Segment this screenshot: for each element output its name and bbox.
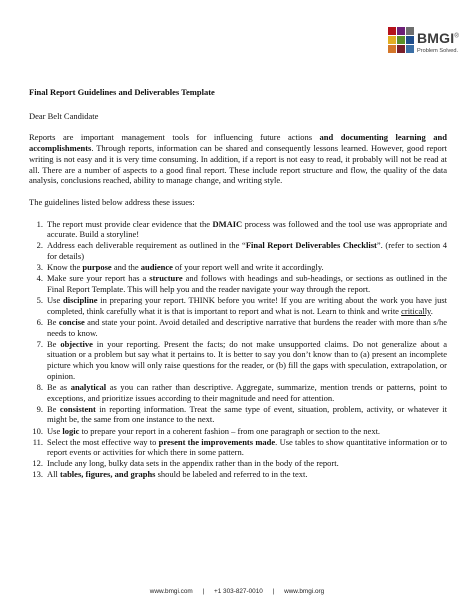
- list-item: 5. Use discipline in preparing your report. THINK before you write! If you are writing about the work you have just completed, think carefully what it is that is important to report and what is not. Learn to think and write critically.: [36, 295, 447, 316]
- list-item: 2. Address each deliverable requirement as outlined in the “Final Report Deliverables Checklist”. (refer to section 4 for details): [36, 240, 448, 262]
- list-item: 1. The report must provide clear evidence that the DMAIC process was followed and the tool use was appropriate and accurate. Build a storyline!: [36, 218, 447, 240]
- intro-paragraph: Reports are important management tools for influencing future actions and documenting learning and accomplishments. Through reports, information can be shared and consequently lessons learned. However, good report writing is not easy and it is very time consuming. In addition, if a report is not easy to read, it probably will not be read at all. There are a number of aspects to a good final report. These include report structure and flow, the quality of the data analysis, conclusions reached, ability to manage change, and writing style.: [29, 132, 447, 186]
- logo-wordmark: BMGI®: [417, 30, 459, 46]
- footer-org-link[interactable]: www.bmgi.org: [284, 588, 325, 595]
- document-title: Final Report Guidelines and Deliverables Template: [29, 87, 215, 97]
- list-item: 8. Be as analytical as you can rather than descriptive. Aggregate, summarize, mention trends or patterns, point to exceptions, and prioritize issues according to their magnitude and need for attention.: [36, 381, 447, 403]
- guidelines-intro: The guidelines listed below address these issues:: [29, 196, 195, 207]
- page-footer: [0, 588, 474, 595]
- footer-separator: |: [272, 588, 275, 595]
- logo-squares-icon: [388, 27, 414, 53]
- list-item: 10. Use logic to prepare your report in a coherent fashion – from one paragraph or section to the next.: [32, 425, 381, 436]
- footer-website-link[interactable]: www.bmgi.com: [149, 588, 193, 595]
- list-item: 4. Make sure your report has a structure and follows with headings and sub-headings, or sections as outlined in the Final Report Template. This will help you and the reader navigate your way through the report.: [36, 273, 448, 295]
- list-item: 3. Know the purpose and the audience of your report well and write it accordingly.: [36, 262, 324, 273]
- list-item: 7. Be objective in your reporting. Present the facts; do not make unsupported claims. Do not generalize about a situation or a problem but say what it pertains to. It is better to say you don’t know than to (a) present an incomplete picture which you know will only raise questions for the reader, or (b) fill the gaps with speculation, extrapolation, or opinion.: [36, 338, 447, 381]
- list-item: 11. Select the most effective way to present the improvements made. Use tables to show quantitative information or to report events or activities for which there in some pattern.: [32, 436, 448, 458]
- list-item: 9. Be consistent in reporting information. Treat the same type of event, situation, problem, activity, or whatever it might be, the same from one instance to the next.: [36, 403, 448, 425]
- salutation: Dear Belt Candidate: [29, 110, 99, 121]
- logo-tagline: Problem Solved.: [417, 48, 459, 54]
- list-item: 13. All tables, figures, and graphs should be labeled and referred to in the text.: [32, 469, 308, 480]
- list-item: 6. Be concise and state your point. Avoid detailed and descriptive narrative that burdens the reader with more than s/he needs to know.: [36, 316, 447, 338]
- document-body: [29, 87, 447, 481]
- footer-separator: |: [202, 588, 205, 595]
- guidelines-list: [29, 219, 447, 481]
- list-item: 12. Include any long, bulky data sets in the appendix rather than in the body of the report.: [32, 458, 339, 469]
- footer-phone: +1 303-827-0010: [213, 588, 263, 595]
- bmgi-logo: [388, 27, 468, 63]
